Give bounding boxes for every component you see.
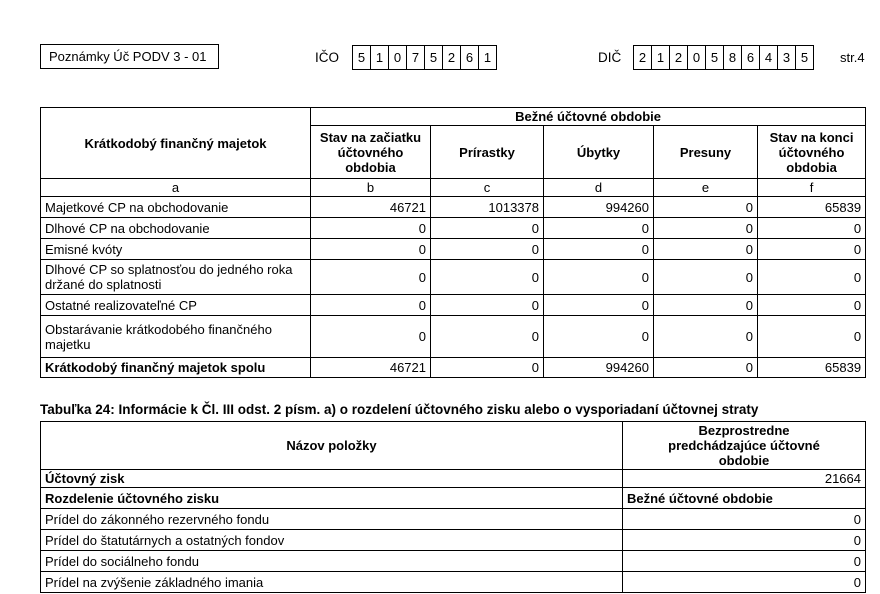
table1-letter-f: f [758,179,866,197]
table-row [41,316,866,358]
dic-digit-box: 5 [795,45,814,70]
table2-name-header: Názov položky [41,422,623,470]
ico-digit-box: 1 [370,45,389,70]
cell-b: 0 [311,316,431,358]
dic-digit-box: 6 [741,45,760,70]
row-label: Prídel na zvýšenie základného imania [41,572,623,593]
table-row [41,197,866,218]
table-row [41,260,866,295]
row-label: Emisné kvóty [41,239,311,260]
row-label: Prídel do štatutárnych a ostatných fondov [41,530,623,551]
table1-letter-a: a [41,179,311,197]
table-row [41,239,866,260]
cell-d: 994260 [544,358,654,378]
table-row [41,509,866,530]
dic-digit-box: 3 [777,45,796,70]
cell-e: 0 [654,316,758,358]
cell-b: 46721 [311,197,431,218]
cell-f: 0 [758,316,866,358]
cell-c: 0 [431,218,544,239]
table1-col-header-b: Stav na začiatku účtovného obdobia [311,126,431,179]
ico-digit-box: 7 [406,45,425,70]
ico-digit-boxes [352,45,497,70]
cell-c: 0 [431,295,544,316]
cell-f: 65839 [758,358,866,378]
cell-e: 0 [654,239,758,260]
cell-c: 0 [431,260,544,295]
ico-digit-box: 0 [388,45,407,70]
cell-b: 46721 [311,358,431,378]
row-label: Dlhové CP so splatnosťou do jedného roka držané do splatnosti [41,260,311,295]
dic-digit-box: 4 [759,45,778,70]
dic-digit-box: 2 [633,45,652,70]
table-row [41,470,866,488]
table1-row-header: Krátkodobý finančný majetok [41,108,311,179]
row-value: Bežné účtovné obdobie [623,488,866,509]
cell-d: 0 [544,260,654,295]
row-label: Účtovný zisk [41,470,623,488]
cell-c: 1013378 [431,197,544,218]
table-row [41,218,866,239]
cell-c: 0 [431,358,544,378]
row-label: Obstarávanie krátkodobého finančného majetku [41,316,311,358]
profit-distribution-table [40,421,866,593]
cell-b: 0 [311,218,431,239]
dic-digit-box: 2 [669,45,688,70]
table24-title: Tabuľka 24: Informácie k Čl. III odst. 2 písm. a) o rozdelení účtovného zisku alebo o vysporiadaní účtovnej straty [40,402,759,417]
cell-f: 65839 [758,197,866,218]
row-value: 0 [623,530,866,551]
table1-col-header-c: Prírastky [431,126,544,179]
cell-f: 0 [758,218,866,239]
ico-digit-box: 5 [352,45,371,70]
table2-period-header: Bezprostredne predchádzajúce účtovné obdobie [623,422,866,470]
table1-col-header-e: Presuny [654,126,758,179]
table1-letter-b: b [311,179,431,197]
row-label: Rozdelenie účtovného zisku [41,488,623,509]
cell-e: 0 [654,197,758,218]
ico-digit-box: 2 [442,45,461,70]
cell-e: 0 [654,358,758,378]
cell-e: 0 [654,295,758,316]
table1-letter-d: d [544,179,654,197]
form-title: Poznámky Úč PODV 3 - 01 [40,44,219,69]
row-label: Prídel do sociálneho fondu [41,551,623,572]
row-value: 0 [623,572,866,593]
cell-c: 0 [431,239,544,260]
row-label: Majetkové CP na obchodovanie [41,197,311,218]
row-label: Ostatné realizovateľné CP [41,295,311,316]
cell-d: 0 [544,295,654,316]
row-value: 0 [623,551,866,572]
row-value: 21664 [623,470,866,488]
dic-digit-box: 0 [687,45,706,70]
page-number: str.4 [840,50,865,65]
table1-letter-c: c [431,179,544,197]
cell-b: 0 [311,295,431,316]
cell-c: 0 [431,316,544,358]
table1-letter-e: e [654,179,758,197]
dic-digit-box: 5 [705,45,724,70]
cell-f: 0 [758,295,866,316]
row-value: 0 [623,509,866,530]
dic-digit-boxes [633,45,814,70]
cell-b: 0 [311,239,431,260]
dic-label: DIČ [598,50,622,65]
table1-col-header-d: Úbytky [544,126,654,179]
table1-period-header: Bežné účtovné obdobie [311,108,866,126]
cell-f: 0 [758,239,866,260]
dic-digit-box: 1 [651,45,670,70]
table-total-row [41,358,866,378]
cell-d: 994260 [544,197,654,218]
cell-d: 0 [544,218,654,239]
table-row [41,295,866,316]
table1-col-header-f: Stav na konci účtovného obdobia [758,126,866,179]
row-label: Krátkodobý finančný majetok spolu [41,358,311,378]
table-row [41,488,866,509]
table-row [41,530,866,551]
cell-d: 0 [544,239,654,260]
cell-b: 0 [311,260,431,295]
cell-d: 0 [544,316,654,358]
table-row [41,572,866,593]
ico-digit-box: 5 [424,45,443,70]
short-term-financial-assets-table [40,107,866,378]
row-label: Dlhové CP na obchodovanie [41,218,311,239]
cell-f: 0 [758,260,866,295]
dic-digit-box: 8 [723,45,742,70]
ico-digit-box: 6 [460,45,479,70]
cell-e: 0 [654,218,758,239]
row-label: Prídel do zákonného rezervného fondu [41,509,623,530]
cell-e: 0 [654,260,758,295]
table-row [41,551,866,572]
ico-label: IČO [315,50,340,65]
ico-digit-box: 1 [478,45,497,70]
